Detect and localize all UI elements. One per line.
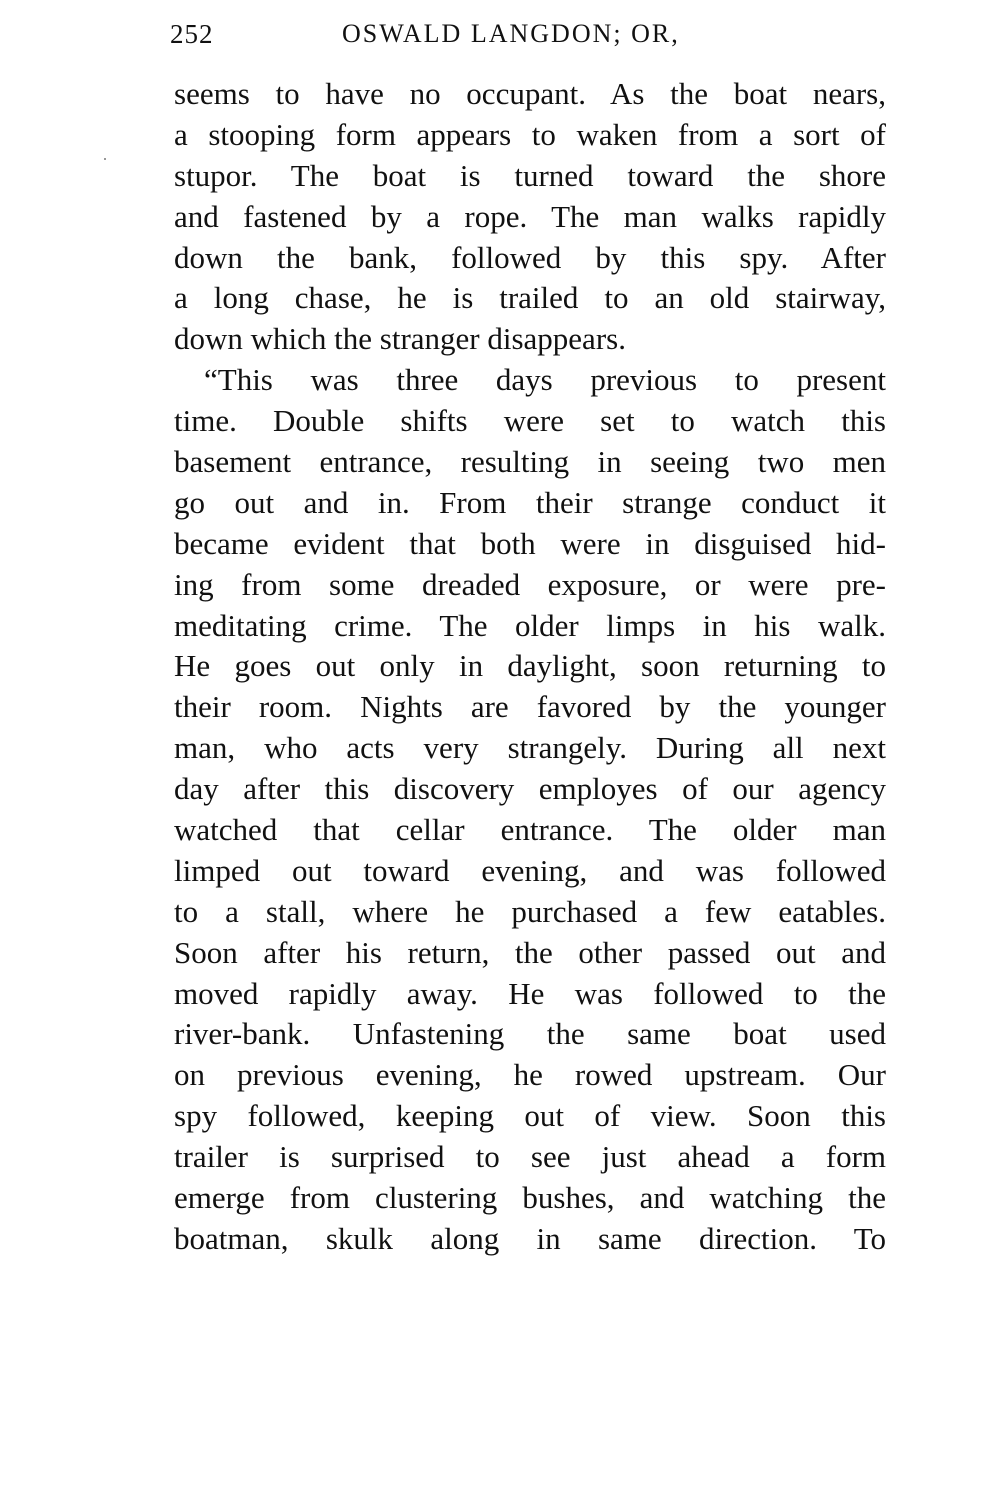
text-line: emerge from clustering bushes, and watching the <box>174 1180 886 1216</box>
text-line: a stooping form appears to waken from a sort of <box>174 116 886 152</box>
text-line: became evident that both were in disguised hid- <box>174 525 886 561</box>
text-line: trailer is surprised to see just ahead a form <box>174 1139 886 1175</box>
body-text <box>174 74 886 1260</box>
text-line: limped out toward evening, and was followed <box>174 852 886 888</box>
text-line: go out and in. From their strange conduct it <box>174 484 886 520</box>
text-line: basement entrance, resulting in seeing two men <box>174 444 886 480</box>
text-line: their room. Nights are favored by the younger <box>174 689 886 725</box>
text-line: river-bank. Unfastening the same boat used <box>174 1016 886 1052</box>
text-line: spy followed, keeping out of view. Soon this <box>174 1098 886 1134</box>
text-line: He goes out only in daylight, soon returning to <box>174 648 886 684</box>
running-title: OSWALD LANGDON; OR, <box>342 19 680 48</box>
text-line: “This was three days previous to present <box>204 362 886 398</box>
text-line: meditating crime. The older limps in his walk. <box>174 607 886 643</box>
text-line: down the bank, followed by this spy. After <box>174 239 886 275</box>
paper-speck <box>104 158 106 160</box>
text-line: and fastened by a rope. The man walks rapidly <box>174 198 886 234</box>
paragraph-1 <box>174 74 886 360</box>
text-line: time. Double shifts were set to watch this <box>174 403 886 439</box>
text-line: moved rapidly away. He was followed to the <box>174 975 886 1011</box>
text-line: watched that cellar entrance. The older man <box>174 812 886 848</box>
text-line: a long chase, he is trailed to an old stairway, <box>174 280 886 316</box>
paragraph-2 <box>174 360 886 1260</box>
text-line: seems to have no occupant. As the boat nears, <box>174 76 886 111</box>
page-header <box>170 14 730 54</box>
text-line: man, who acts very strangely. During all next <box>174 730 886 766</box>
text-line: boatman, skulk along in same direction. To <box>174 1220 886 1256</box>
text-line: down which the stranger disappears. <box>174 321 626 357</box>
text-line: ing from some dreaded exposure, or were pre- <box>174 566 886 602</box>
text-line: stupor. The boat is turned toward the shore <box>174 157 886 193</box>
page-number: 252 <box>170 19 214 49</box>
text-line: on previous evening, he rowed upstream. Our <box>174 1057 886 1093</box>
text-line: Soon after his return, the other passed out and <box>174 934 886 970</box>
text-line: to a stall, where he purchased a few eatables. <box>174 893 886 929</box>
text-line: day after this discovery employes of our agency <box>174 771 886 807</box>
